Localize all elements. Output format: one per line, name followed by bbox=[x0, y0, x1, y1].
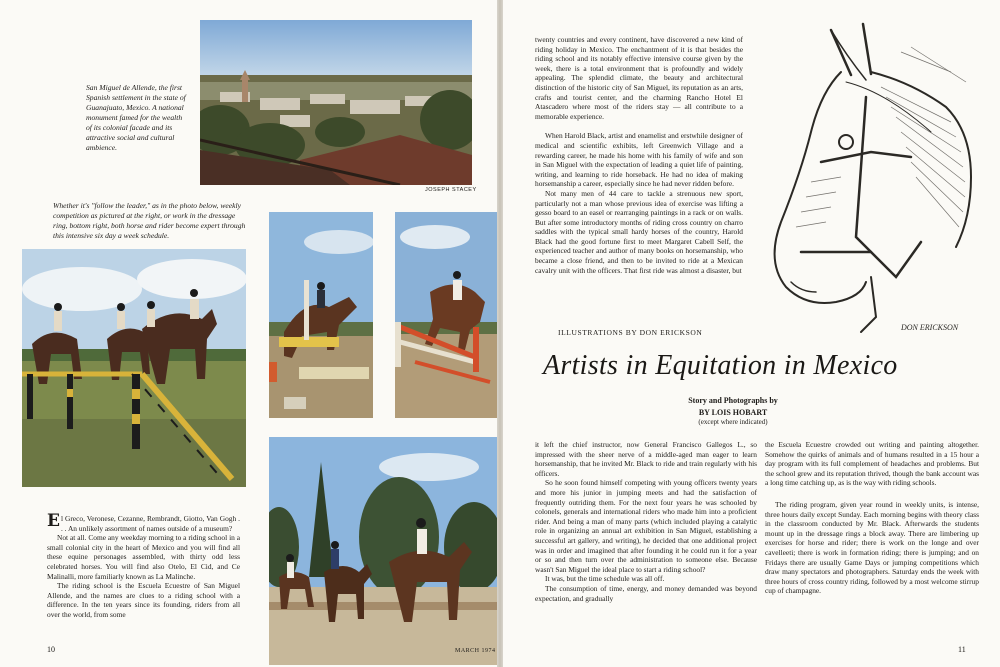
left-body-p3: The riding school is the Escuela Ecuestre of San Miguel Allende, and the names are clues to a riding school with a difference. In the ten years since its founding, riders from all over the world, from some bbox=[47, 581, 240, 619]
jumping-photo-1 bbox=[269, 212, 373, 418]
right-column-2 bbox=[535, 440, 757, 603]
horse-head-illustration bbox=[751, 12, 981, 337]
byline bbox=[673, 396, 793, 426]
left-body-column bbox=[47, 511, 240, 620]
col3-p1: the Escuela Ecuestre crowded out writing and painting altogether. Somehow the quirks of animals and of humans resulted in a 15 hour a day program with its full complement of headaches and problems. But the school grew and its reputation thrived, though the bank account was a long time catching up, as is the way with riding schools. bbox=[765, 440, 979, 488]
drop-cap: E bbox=[47, 511, 60, 531]
left-page-number: 10 bbox=[47, 645, 55, 654]
right-top-p2: When Harold Black, artist and enamelist and erstwhile designer of medical and scientific exhibits, left Greenwich Village and a rewarding career, he made his home with his family of wife and son in San Miguel with the expectation of leading a quiet life of painting, writing, and learning to ride horseback. He had no idea of making horsemanship a career, especially since he had never ridden before. bbox=[535, 131, 743, 189]
photo-credit: JOSEPH STACEY bbox=[425, 187, 477, 193]
col3-p2: The riding program, given year round in weekly units, is intense, three hours daily except Sunday. Each morning begins with theory class in the classroom conducted by Mr. Black. Afterwards the students mount up in the dressage rings a block away. There are limbering up exercises for horse and rider; there is work on the longe and over cavelleeti; there is work in formation riding; there is jumping; and on Fridays there are usually Game Days or jumping competitions which draw many spectators and photographers. Saturday ends the week with three hours of cross country riding, followed by a most welcome stirrup cup of champagne. bbox=[765, 499, 979, 596]
byline-author: BY LOIS HOBART bbox=[698, 408, 768, 417]
article-title: Artists in Equitation in Mexico bbox=[543, 350, 898, 381]
col2-p1: it left the chief instructor, now General Francisco Gallegos L., so impressed with the sheer nerve of a middle-aged man eager to learn horsemanship, that he invited Mr. Black to ride and train regularly with his officers. bbox=[535, 440, 757, 478]
right-column-3 bbox=[765, 440, 979, 596]
caption-top: San Miguel de Allende, the first Spanish settlement in the state of Guanajuato, Mexico. A national monument famed for the wealth of its colonial facade and its attractive social and cultural ambience. bbox=[86, 83, 186, 152]
left-body-p1: l Greco, Veronese, Cezanne, Rembrandt, Giotto, Van Gogh . . . An unlikely assortment of names outside of a museum? bbox=[60, 514, 240, 533]
right-page-number: 11 bbox=[958, 645, 966, 654]
signature: DON ERICKSON bbox=[901, 323, 959, 332]
right-page bbox=[503, 0, 1000, 667]
left-body-p2: Not at all. Come any weekday morning to a riding school in a small colonial city in the heart of Mexico and you will find all these equine personages assembled, with thirty odd less celebrated horses. You will find also Otelo, El Cid, and Ce Malinalli, more familiarly known as La Malinche. bbox=[47, 533, 240, 581]
byline-note: (except where indicated) bbox=[698, 418, 768, 426]
caption-middle: Whether it's "follow the leader," as in the photo below, weekly competition as pictured at the right, or work in the dressage ring, bottom right, both horse and rider become expert through this intensive six day a week schedule. bbox=[53, 201, 246, 240]
illustrations-credit: ILLUSTRATIONS BY DON ERICKSON bbox=[558, 328, 703, 337]
issue-date: MARCH 1974 bbox=[455, 648, 496, 654]
right-top-p1: twenty countries and every continent, have discovered a new kind of riding holiday in Mexico. The enchantment of it is that besides the riding school and its notably effective intensive course given by the week, there is a total environment that is profoundly and widely appealing. The splendid climate, the beauty and architectural distinction of the historic city of San Miguel, its reputation as an arts, crafts and tourist center, and the charming Rancho Hotel El Atascadero where most of the riders stay — all contribute to a memorable experience. bbox=[535, 35, 743, 121]
follow-leader-photo bbox=[22, 249, 246, 487]
right-top-column bbox=[535, 35, 743, 275]
col2-p2: So he soon found himself competing with young officers twenty years and more his junior in jumping meets and had the satisfaction of frequently outriding them. For the next four years he was schooled by colonels, generals and international riders who made him into a proficient rider. And being a man of many parts (which included playing a catalytic role in organizing an annual art exhibition in San Miguel, establishing a successful art gallery, and writing), he decided that one additional project was in order and imagined that after founding it he could run it for a year or so and then turn over the administration to someone else. Because wasn't San Miguel the ideal place to start a riding school? bbox=[535, 478, 757, 574]
right-top-p3: Not many men of 44 care to tackle a strenuous new sport, particularly not a man whose previous idea of exercise was lifting a gesso board to an easel or rearranging paintings in a rack or on walls. But after some introductory months of riding cross country on charro saddles with the typical small hardy horses of the country, Harold Black had the good fortune first to meet Margaret Cabell Self, the experienced teacher and author of many books on horsemanship, who became a close friend, and then to be invited to ride at a Mexican cavalry unit with the officers. That first ride was almost a disaster, but bbox=[535, 188, 743, 275]
dressage-ring-photo bbox=[269, 437, 497, 665]
jumping-photo-2 bbox=[395, 212, 497, 418]
town-photo bbox=[200, 20, 472, 185]
col2-p3: It was, but the time schedule was all off. bbox=[545, 574, 665, 584]
col2-p4: The consumption of time, energy, and money demanded was beyond expectation, and gradually bbox=[535, 583, 757, 603]
left-page bbox=[0, 0, 497, 667]
byline-line-1: Story and Photographs by bbox=[688, 396, 778, 405]
